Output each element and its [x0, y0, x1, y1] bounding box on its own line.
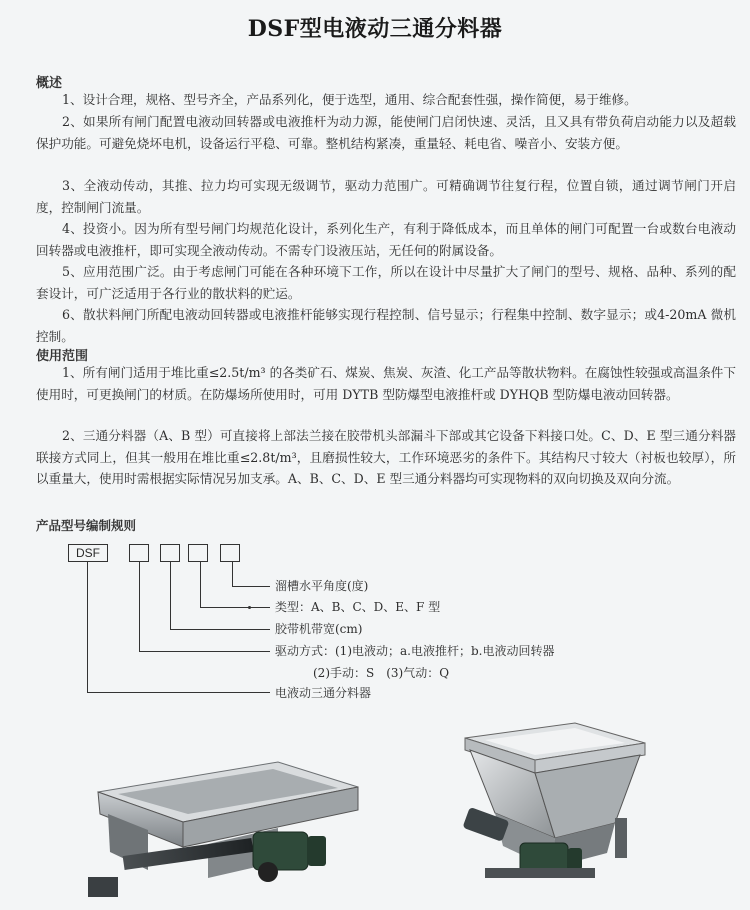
drive-code-box: [129, 544, 149, 562]
type-leader-v: [200, 562, 201, 607]
angle-code-box: [220, 544, 240, 562]
belt-leader-h: [170, 629, 270, 630]
model-prefix-box: DSF: [68, 544, 108, 562]
type-label: 类型：A、B、C、D、E、F 型: [275, 600, 441, 614]
model-rule-heading: 产品型号编制规则: [36, 518, 137, 533]
usage-paragraph-1: 1、所有闸门适用于堆比重≤2.5t/m³ 的各类矿石、煤炭、焦炭、灰渣、化工产品等散状物料。在腐蚀性较强或高温条件下使用时，可更换闸门的材质。在防爆场所使用时，可用 DYTB 型防爆型电液推杆或 DYHQB 型防爆电液动回转器。: [36, 365, 736, 402]
angle-leader-h: [232, 586, 270, 587]
overview-paragraph-5: 5、应用范围广泛。由于考虑闸门可能在各种环境下工作，所以在设计中尽量扩大了闸门的型号、规格、品种、系列的配套设计，可广泛适用于各行业的散状料的贮运。: [36, 264, 736, 301]
angle-label: 溜槽水平角度(度): [275, 579, 369, 593]
type-code-box: [188, 544, 208, 562]
angle-leader-v: [232, 562, 233, 586]
overview-paragraph-4: 4、投资小。因为所有型号闸门均规范化设计，系列化生产，有利于降低成本，而且单体的闸门可配置一台或数台电液动回转器或电液推杆，即可实现全液动传动。不需专门设液压站，无任何的附属设备。: [36, 221, 736, 258]
page-title: DSF型电液动三通分料器: [247, 16, 503, 42]
type-leader-dot: [248, 606, 251, 609]
overview-heading: 概述: [36, 76, 63, 91]
product-name-label: 电液动三通分料器: [275, 686, 372, 700]
splitter-photo-right: [425, 718, 675, 908]
drive-method-label-2: (2)手动：S (3)气动：Q: [313, 666, 450, 680]
overview-paragraph-3: 3、全液动传动，其推、拉力均可实现无级调节，驱动力范围广。可精确调节往复行程，位置自锁，通过调节闸门开启度，控制闸门流量。: [36, 178, 736, 215]
overview-paragraph-6: 6、散状料闸门所配电液动回转器或电液推杆能够实现行程控制、信号显示；行程集中控制、数字显示；或4-20mA 微机控制。: [36, 307, 736, 344]
overview-paragraph-2: 2、如果所有闸门配置电液动回转器或电液推杆为动力源，能使闸门启闭快速、灵活，且又具有带负荷启动能力以及超载保护功能。可避免烧坏电机，设备运行平稳、可靠。整机结构紧凑，重量轻、耗电省、噪音小、安装方便。: [36, 114, 736, 151]
drive-method-label: 驱动方式：(1)电液动；a.电液推杆；b.电液动回转器: [275, 644, 555, 658]
type-leader-h: [200, 607, 270, 608]
name-leader-h: [87, 692, 270, 693]
drive-leader-h: [139, 651, 270, 652]
usage-paragraph-2: 2、三通分料器（A、B 型）可直接将上部法兰接在胶带机头部漏斗下部或其它设备下料接口处。C、D、E 型三通分料器联接方式同上，但其一般用在堆比重≤2.8t/m³，且磨损性较大，工作环境恶劣的条件下。其结构尺寸较大（衬板也较厚），所以重量大，使用时需根据实际情况另加支承。A、B、C、D、E 型三通分料器均可实现物料的双向切换及双向分流。: [36, 428, 736, 486]
overview-paragraph-1: 1、设计合理，规格、型号齐全，产品系列化，便于选型，通用、综合配套性强，操作简便，易于维修。: [62, 92, 637, 107]
drive-leader-v: [139, 562, 140, 651]
belt-width-label: 胶带机带宽(cm): [275, 622, 363, 636]
usage-heading: 使用范围: [36, 349, 89, 364]
belt-code-box: [160, 544, 180, 562]
splitter-photo-left: [88, 752, 378, 902]
name-leader-v: [87, 562, 88, 692]
belt-leader-v: [170, 562, 171, 630]
